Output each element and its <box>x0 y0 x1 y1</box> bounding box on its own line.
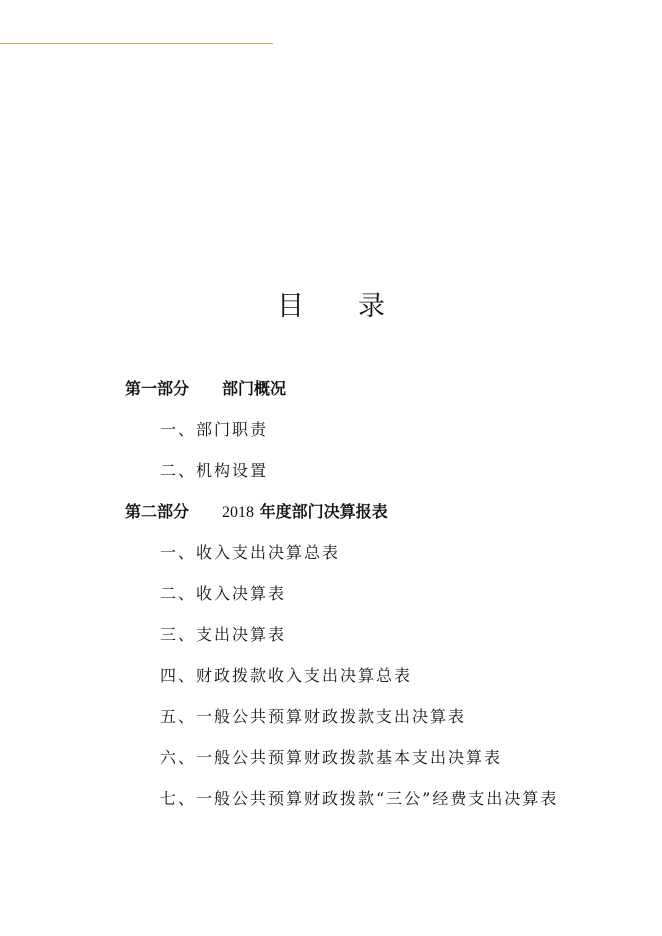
part-number: 第一部分 <box>125 379 190 398</box>
header-rule <box>0 43 273 44</box>
part-title-year: 2018 <box>222 504 254 521</box>
part-title <box>222 502 388 521</box>
part-title-rest: 年度部门决算报表 <box>259 502 388 521</box>
toc-item-dept-duties[interactable]: 一、部门职责 <box>160 420 269 439</box>
part-number: 第二部分 <box>125 502 190 521</box>
toc-item-income-expense-summary[interactable]: 一、收入支出决算总表 <box>160 543 341 562</box>
toc-item-fiscal-allocation-summary[interactable]: 四、财政拨款收入支出决算总表 <box>160 666 413 685</box>
part-title: 部门概况 <box>222 379 287 398</box>
toc-part-1[interactable] <box>125 368 286 409</box>
toc-item-org-setup[interactable]: 二、机构设置 <box>160 461 269 480</box>
toc-item-expense-table[interactable]: 三、支出决算表 <box>160 625 287 644</box>
toc-part-2[interactable] <box>125 491 388 532</box>
toc-item-income-table[interactable]: 二、收入决算表 <box>160 584 287 603</box>
toc-item-general-budget-expense[interactable]: 五、一般公共预算财政拨款支出决算表 <box>160 707 467 726</box>
toc-item-general-budget-basic-expense[interactable]: 六、一般公共预算财政拨款基本支出决算表 <box>160 748 503 767</box>
toc-item-three-public-expense[interactable]: 七、一般公共预算财政拨款“三公”经费支出决算表 <box>160 789 559 808</box>
toc-title: 目 录 <box>277 291 385 322</box>
